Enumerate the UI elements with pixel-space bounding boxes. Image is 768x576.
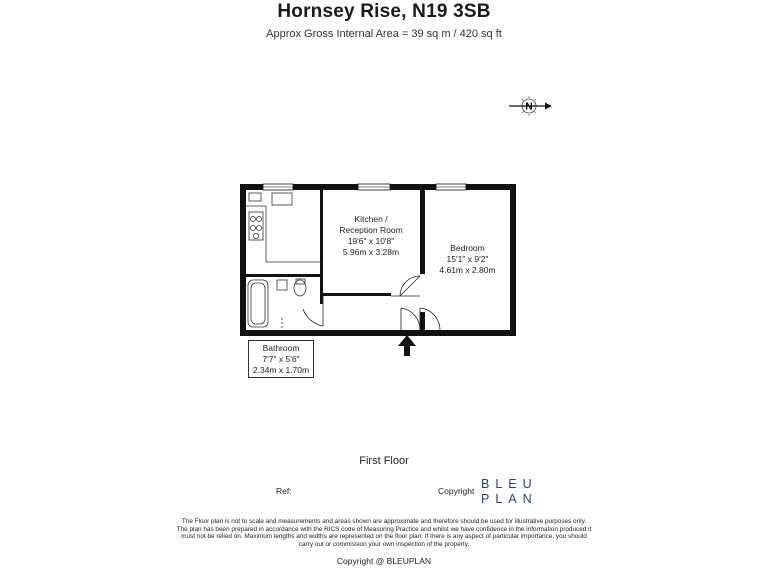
bedroom-dimensions-imperial: 15'1" x 9'2" (446, 254, 489, 264)
interior-walls (246, 190, 425, 330)
kitchen-dimensions-metric: 5.96m x 3.28m (342, 247, 400, 257)
footer-copyright: Copyright @ BLEUPLAN (336, 556, 432, 566)
kitchen-reception-label (322, 214, 420, 258)
bedroom-label (425, 243, 510, 276)
bathroom-label (248, 340, 314, 378)
bathroom-dimensions-imperial: 7'7" x 5'6" (262, 354, 300, 364)
copyright-label: Copyright (438, 486, 475, 496)
bathroom-dimensions-metric: 2.34m x 1.70m (252, 365, 310, 375)
kitchen-fittings (246, 193, 322, 262)
kitchen-name-line2: Reception Room (339, 225, 403, 235)
floor-name: First Floor (359, 455, 409, 467)
bathroom-name: Bathroom (262, 343, 300, 353)
ref-label: Ref: (276, 486, 292, 496)
logo-line-2: PLAN (481, 492, 538, 506)
kitchen-name-line1: Kitchen / (354, 214, 388, 224)
logo-line-1: BLEU (481, 477, 538, 491)
page-title: Hornsey Rise, N19 3SB (277, 1, 491, 22)
bleuplan-logo (481, 477, 541, 507)
bedroom-name: Bedroom (450, 243, 485, 253)
compass-letter: N (525, 101, 533, 113)
bathroom-fittings (248, 279, 306, 327)
doors (282, 276, 440, 330)
kitchen-dimensions-imperial: 19'6" x 10'8" (347, 236, 395, 246)
area-subtitle: Approx Gross Internal Area = 39 sq m / 420 sq ft (266, 28, 502, 40)
compass-north-arrow-icon (509, 96, 552, 116)
disclaimer-text: The Floor plan is not to scale and measurements and areas shown are approximate and therefore should be used for illustrative purposes only. The plan has been prepared in accordance with the RICS code of Measuring Practice and whilst we have confidence in the information produced it must not be relied on. Maximum lengths and widths are represented on the floor plan. If there is any aspect of particular importance, you should carry out or commission your own inspection of the property. (176, 518, 592, 549)
entrance-arrow-icon (398, 335, 416, 356)
bedroom-dimensions-metric: 4.61m x 2.80m (439, 265, 496, 275)
